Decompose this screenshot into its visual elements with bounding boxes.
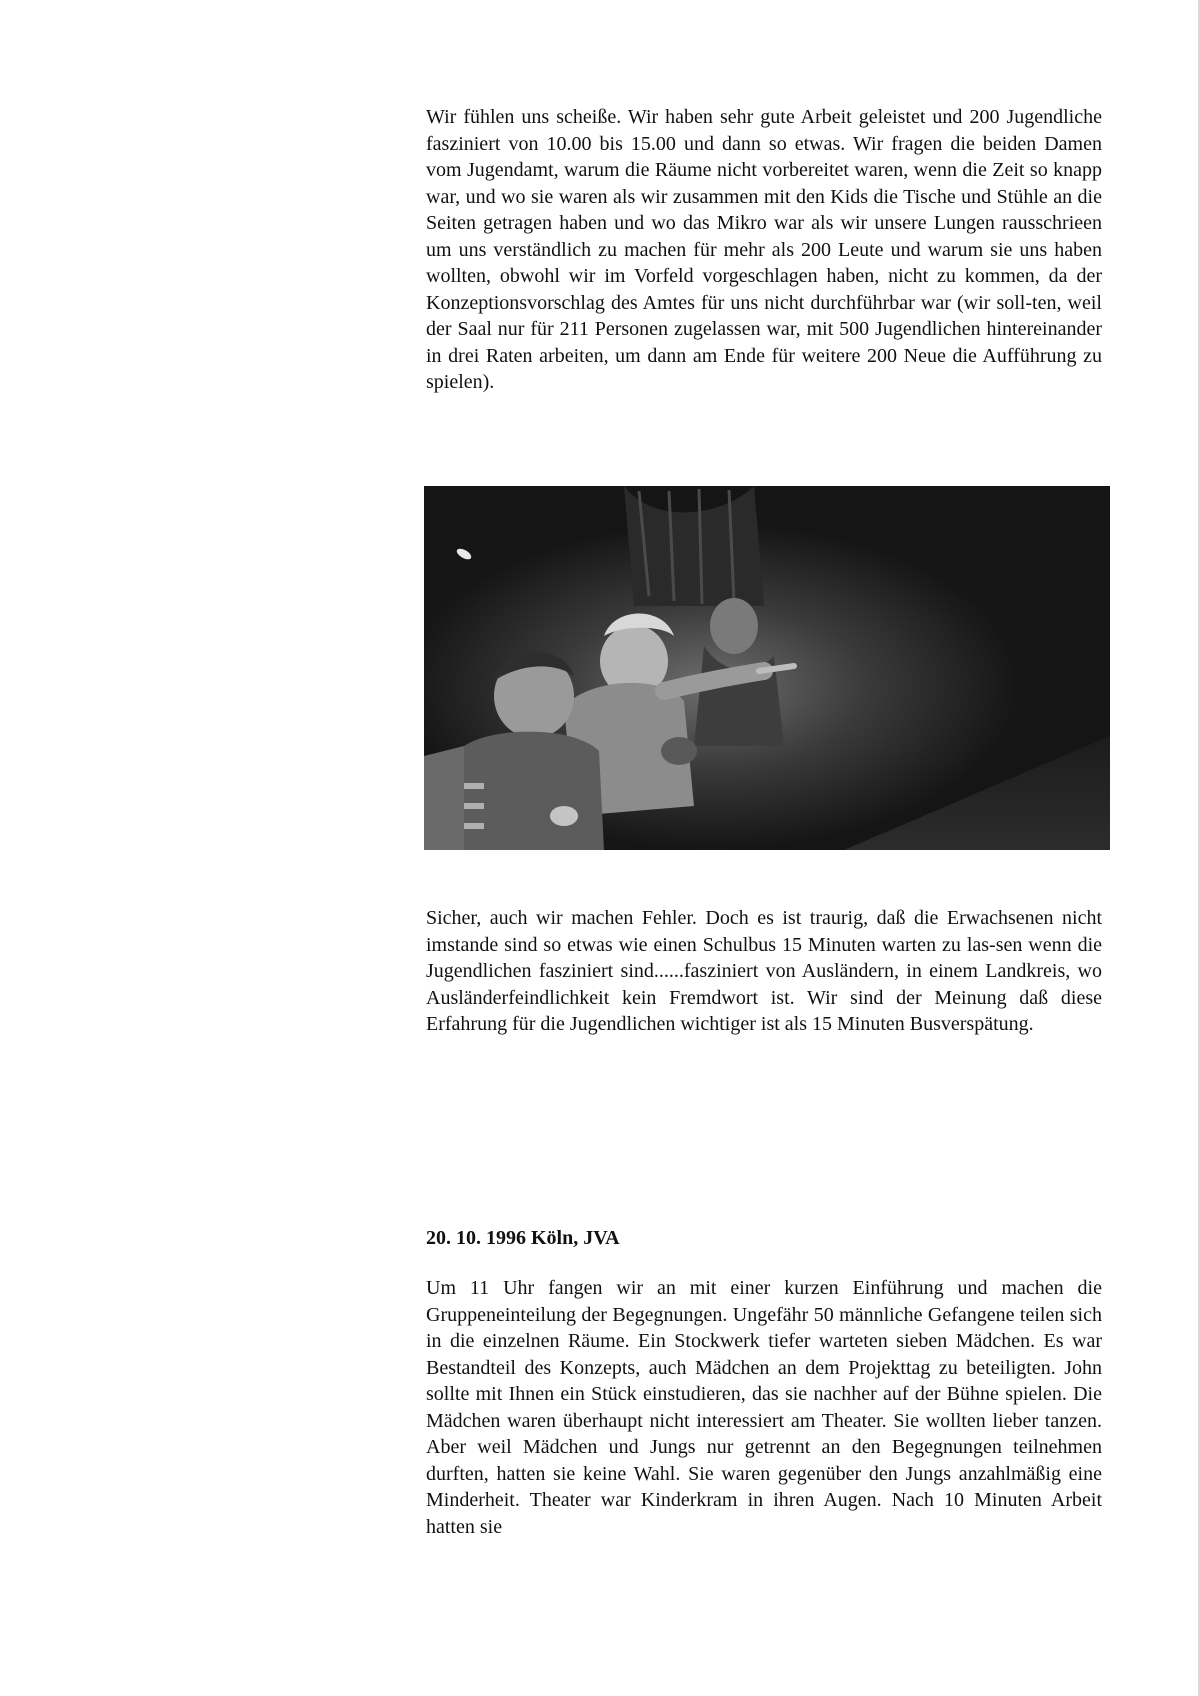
section-heading: 20. 10. 1996 Köln, JVA xyxy=(426,1227,620,1249)
paragraph-intro: Wir fühlen uns scheiße. Wir haben sehr gute Arbeit geleistet und 200 Jugendliche fasziniert von 10.00 bis 15.00 und dann so etwas. Wir fragen die beiden Damen vom Jugendamt, warum die Räume nicht vorbereitet waren, wenn die Zeit so knapp war, und wo sie waren als wir zusammen mit den Kids die Tische und Stühle an die Seiten getragen haben und wo das Mikro war als wir unsere Lungen rausschrieen um uns verständlich zu machen für mehr als 200 Leute und warum sie uns haben wollten, obwohl wir im Vorfeld vorgeschlagen haben, nicht zu kommen, da der Konzeptionsvorschlag des Amtes für uns nicht durchführbar war (wir soll-ten, weil der Saal nur für 211 Personen zugelassen war, mit 500 Jugendlichen hintereinander in drei Raten arbeiten, um dann am Ende für weitere 200 Neue die Aufführung zu spielen). xyxy=(426,106,1102,393)
paragraph-reflection: Sicher, auch wir machen Fehler. Doch es ist traurig, daß die Erwachsenen nicht imstande sind so etwas wie einen Schulbus 15 Minuten warten zu las-sen wenn die Jugendlichen fasziniert sind......fasziniert von Ausländern, in einem Landkreis, wo Ausländerfeindlichkeit kein Fremdwort ist. Wir sind der Meinung daß diese Erfahrung für die Jugendlichen wichtiger ist als 15 Minuten Busverspätung. xyxy=(426,907,1102,1035)
paragraph-jva-report: Um 11 Uhr fangen wir an mit einer kurzen Einführung und machen die Gruppeneinteilung der Begegnungen. Ungefähr 50 männliche Gefangene teilen sich in die einzelnen Räume. Ein Stockwerk tiefer warteten sieben Mädchen. Es war Bestandteil des Konzepts, auch Mädchen an dem Projekttag zu beteiligten. John sollte mit Ihnen ein Stück einstudieren, das sie nachher auf der Bühne spielen. Die Mädchen waren überhaupt nicht interessiert am Theater. Sie wollten lieber tanzen. Aber weil Mädchen und Jungs nur getrennt an den Begegnungen teilnehmen durften, hatten sie keine Wahl. Sie waren gegenüber den Jungs anzahlmäßig eine Minderheit. Theater war Kinderkram in ihren Augen. Nach 10 Minuten Arbeit hatten sie xyxy=(426,1277,1102,1538)
photo-children-pointing xyxy=(424,486,1110,850)
